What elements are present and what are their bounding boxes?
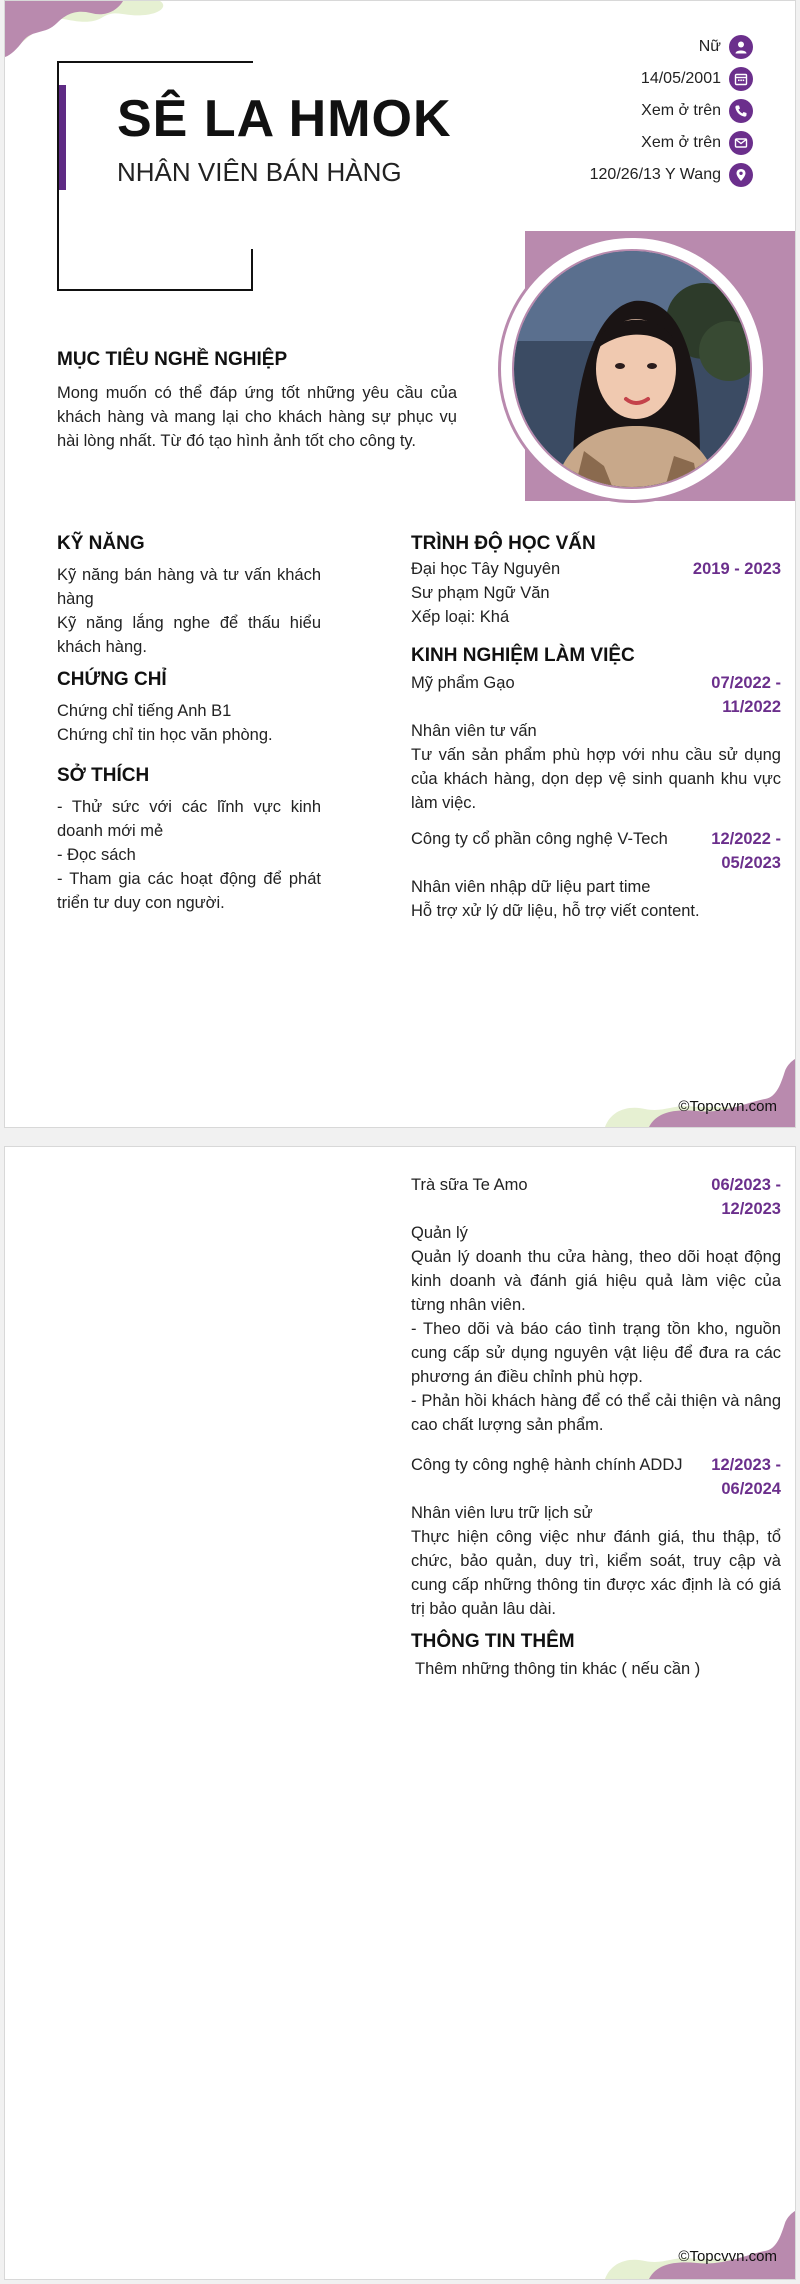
bottom-right-blob (605, 1059, 795, 1127)
experience-position: Nhân viên nhập dữ liệu part time (411, 878, 651, 896)
email-icon (729, 131, 753, 155)
calendar-icon (729, 67, 753, 91)
resume-page-2 (4, 1146, 796, 2280)
hobby-item: - Tham gia các hoạt động để phát triển tư duy con người. (57, 870, 321, 912)
experience-description: Hỗ trợ xử lý dữ liệu, hỗ trợ viết content. (411, 902, 700, 920)
contact-address (453, 159, 753, 191)
extra-info-title: THÔNG TIN THÊM (411, 1631, 575, 1652)
experience-position: Quản lý (411, 1224, 468, 1242)
experience-company: Mỹ phẩm Gạo (411, 674, 515, 692)
contact-gender (453, 31, 753, 63)
header-accent-bar (59, 85, 66, 190)
experience-entry (411, 1453, 781, 1501)
top-left-blob (5, 1, 175, 63)
experience-date: 06/2023 - 12/2023 (711, 1176, 781, 1218)
contact-email-text: Xem ở trên (641, 134, 721, 151)
contact-birthday (453, 63, 753, 95)
skill-item: Kỹ năng lắng nghe để thấu hiểu khách hàng. (57, 614, 321, 656)
contact-birthday-text: 14/05/2001 (640, 70, 721, 87)
contact-address-text: 120/26/13 Y Wang (589, 166, 721, 183)
education-date: 2019 - 2023 (692, 560, 781, 578)
contact-gender-text: Nữ (698, 38, 721, 55)
extra-info-text: Thêm những thông tin khác ( nếu cần ) (415, 1660, 701, 1678)
experience-entry (411, 671, 781, 719)
candidate-name: SÊ LA HMOK (117, 90, 452, 148)
certificates-title: CHỨNG CHỈ (57, 669, 167, 690)
bottom-right-blob (605, 2211, 795, 2279)
skill-item: Kỹ năng bán hàng và tư vấn khách hàng (57, 566, 321, 608)
experience-company: Công ty công nghệ hành chính ADDJ (411, 1456, 683, 1474)
header-frame-bottom (57, 289, 253, 291)
experience-description: Quản lý doanh thu cửa hàng, theo dõi hoạt động kinh doanh và đánh giá hiệu quả làm việc của từng nhân viên. - Theo dõi và báo cáo tình trạng tồn kho, nguồn cung cấp sử dụng nguyên vật liệu để đưa ra các phương án điều chỉnh phù hợp. - Phản hồi khách hàng để có thể cải thiện và nâng cao chất lượng sản phẩm. (411, 1248, 781, 1434)
contact-list (453, 31, 753, 191)
experience-date: 12/2022 - 05/2023 (711, 830, 781, 872)
experience-entry (411, 1173, 781, 1221)
experience-date: 12/2023 - 06/2024 (711, 1456, 781, 1498)
footer-watermark: ©Topcvvn.com (678, 1098, 777, 1115)
certificate-item: Chứng chỉ tin học văn phòng. (57, 726, 273, 744)
education-entry (411, 557, 781, 581)
education-major: Sư phạm Ngữ Văn (411, 584, 550, 602)
experience-date: 07/2022 - 11/2022 (711, 674, 781, 716)
experience-position: Nhân viên lưu trữ lịch sử (411, 1504, 593, 1522)
header-frame-right (251, 249, 253, 291)
contact-email (453, 127, 753, 159)
education-title: TRÌNH ĐỘ HỌC VẤN (411, 533, 596, 554)
hobbies-title: SỞ THÍCH (57, 765, 150, 786)
footer-watermark: ©Topcvvn.com (678, 2248, 777, 2265)
experience-company: Trà sữa Te Amo (411, 1176, 528, 1194)
candidate-role: NHÂN VIÊN BÁN HÀNG (117, 157, 402, 187)
experience-title: KINH NGHIỆM LÀM VIỆC (411, 645, 635, 666)
resume-page-1 (4, 0, 796, 1128)
hobby-item: - Thử sức với các lĩnh vực kinh doanh mới mẻ (57, 798, 321, 840)
education-school: Đại học Tây Nguyên (411, 560, 561, 578)
header-frame-top (57, 61, 253, 63)
experience-position: Nhân viên tư vấn (411, 722, 537, 740)
experience-company: Công ty cổ phần công nghệ V-Tech (411, 830, 668, 848)
experience-entry (411, 827, 781, 875)
skills-title: KỸ NĂNG (57, 533, 145, 554)
phone-icon (729, 99, 753, 123)
contact-phone-text: Xem ở trên (641, 102, 721, 119)
experience-description: Thực hiện công việc như đánh giá, thu thập, tổ chức, bảo quản, duy trì, kiểm soát, truy cập và cung cấp những thông tin được xác định là có giá trị bảo quản lâu dài. (411, 1528, 781, 1618)
hobby-item: - Đọc sách (57, 846, 136, 864)
person-icon (729, 35, 753, 59)
experience-description: Tư vấn sản phẩm phù hợp với nhu cầu sử dụng của khách hàng, dọn dẹp vệ sinh quanh khu vực làm việc. (411, 746, 781, 812)
education-grade: Xếp loại: Khá (411, 608, 510, 626)
location-icon (729, 163, 753, 187)
certificate-item: Chứng chỉ tiếng Anh B1 (57, 702, 232, 720)
objective-title: MỤC TIÊU NGHỀ NGHIỆP (57, 349, 288, 370)
profile-photo (512, 249, 752, 489)
objective-text: Mong muốn có thể đáp ứng tốt những yêu cầu của khách hàng và mang lại cho khách hàng sự phục vụ hài lòng nhất. Từ đó tạo hình ảnh tốt cho công ty. (57, 384, 457, 450)
contact-phone (453, 95, 753, 127)
